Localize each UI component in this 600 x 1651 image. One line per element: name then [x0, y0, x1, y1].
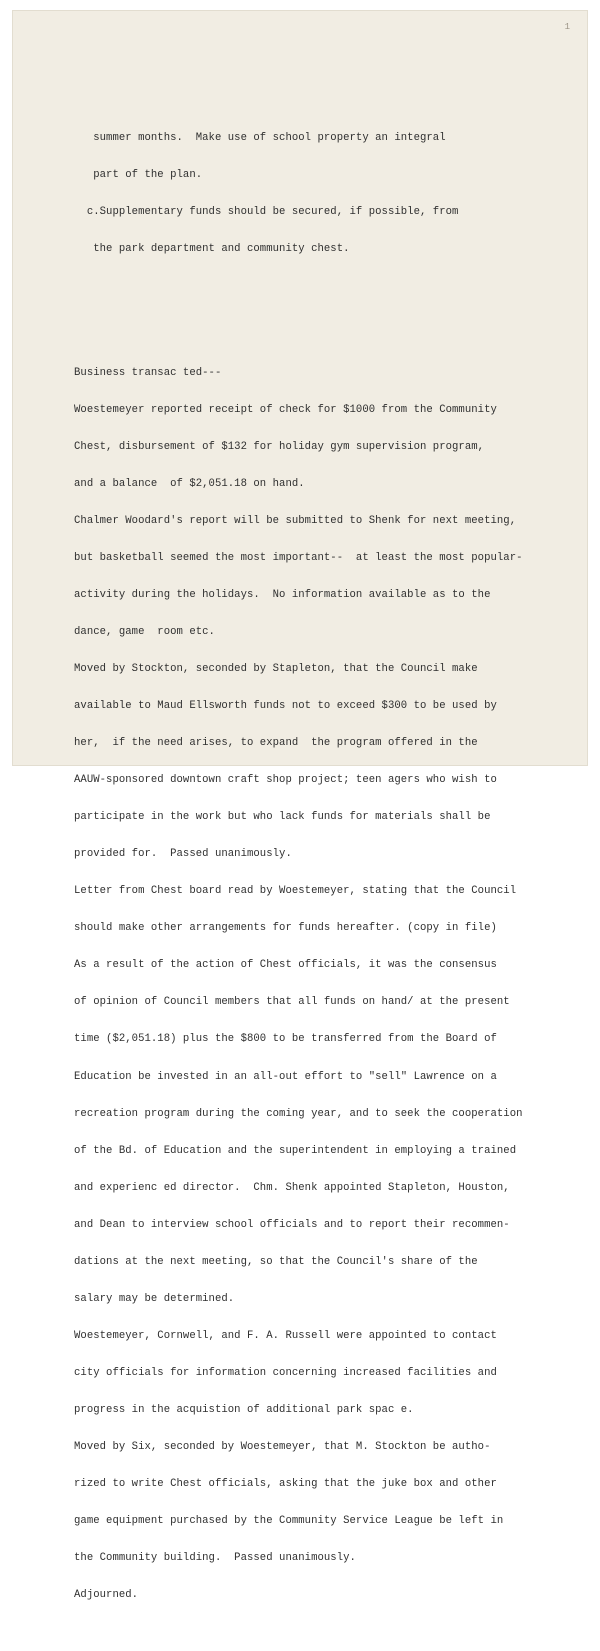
text-line: should make other arrangements for funds hereafter. (copy in file)	[74, 922, 497, 935]
text-line: and experienc ed director. Chm. Shenk appointed Stapleton, Houston,	[74, 1181, 510, 1194]
text-line: city officials for information concerning increased facilities and	[74, 1366, 497, 1379]
text-line: summer months. Make use of school property an integral	[74, 132, 446, 145]
text-line: Adjourned.	[74, 1588, 139, 1601]
text-line: game equipment purchased by the Community Service League be left in	[74, 1514, 504, 1527]
text-line: participate in the work but who lack funds for materials shall be	[74, 811, 491, 824]
text-line: Moved by Stockton, seconded by Stapleton, that the Council make	[74, 663, 478, 676]
text-line: recreation program during the coming year, and to seek the cooperation	[74, 1107, 523, 1120]
text-line: part of the plan.	[74, 169, 203, 182]
text-line: of the Bd. of Education and the superintendent in employing a trained	[74, 1144, 517, 1157]
text-line: salary may be determined.	[74, 1292, 235, 1305]
business-block	[74, 342, 523, 1626]
text-line: her, if the need arises, to expand the program offered in the	[74, 737, 478, 750]
text-line: AAUW-sponsored downtown craft shop project; teen agers who wish to	[74, 774, 497, 787]
text-line: available to Maud Ellsworth funds not to exceed $300 to be used by	[74, 700, 497, 713]
page-mark: 1	[564, 22, 570, 32]
text-line: and a balance of $2,051.18 on hand.	[74, 478, 305, 490]
text-line: activity during the holidays. No information available as to the	[74, 589, 491, 602]
text-line: dations at the next meeting, so that the Council's share of the	[74, 1255, 478, 1268]
text-line: progress in the acquistion of additional park spac e.	[74, 1403, 414, 1416]
text-line: Chest, disbursement of $132 for holiday gym supervision program,	[74, 440, 485, 453]
text-line: and Dean to interview school officials and to report their recommen-	[74, 1218, 510, 1231]
text-line: rized to write Chest officials, asking that the juke box and other	[74, 1477, 497, 1490]
text-line: dance, game room etc.	[74, 626, 215, 639]
section-heading: Business transac ted---	[74, 366, 222, 379]
text-line: Woestemeyer, Cornwell, and F. A. Russell were appointed to contact	[74, 1329, 497, 1342]
text-line: the Community building. Passed unanimously.	[74, 1551, 356, 1564]
text-line: c.Supplementary funds should be secured, if possible, from	[74, 206, 459, 219]
text-line: Education be invested in an all-out effort to "sell" Lawrence on a	[74, 1070, 497, 1083]
paragraph-gap	[74, 305, 523, 317]
plan-items-block	[74, 108, 523, 281]
text-line: Chalmer Woodard's report will be submitted to Shenk for next meeting,	[74, 515, 517, 528]
document-page	[12, 10, 588, 1601]
text-line: Letter from Chest board read by Woestemeyer, stating that the Council	[74, 885, 517, 898]
text-line: of opinion of Council members that all funds on hand/ at the present	[74, 996, 510, 1009]
text-line: the park department and community chest.	[74, 243, 350, 256]
text-line: As a result of the action of Chest officials, it was the consensus	[74, 959, 497, 972]
text-line: but basketball seemed the most important-- at least the most popular-	[74, 552, 523, 565]
text-line: Moved by Six, seconded by Woestemeyer, that M. Stockton be autho-	[74, 1440, 491, 1453]
typed-text-body	[74, 83, 523, 1651]
text-line: Woestemeyer reported receipt of check for $1000 from the Community	[74, 403, 497, 416]
text-line: provided for. Passed unanimously.	[74, 848, 292, 861]
text-line: time ($2,051.18) plus the $800 to be transferred from the Board of	[74, 1033, 497, 1046]
